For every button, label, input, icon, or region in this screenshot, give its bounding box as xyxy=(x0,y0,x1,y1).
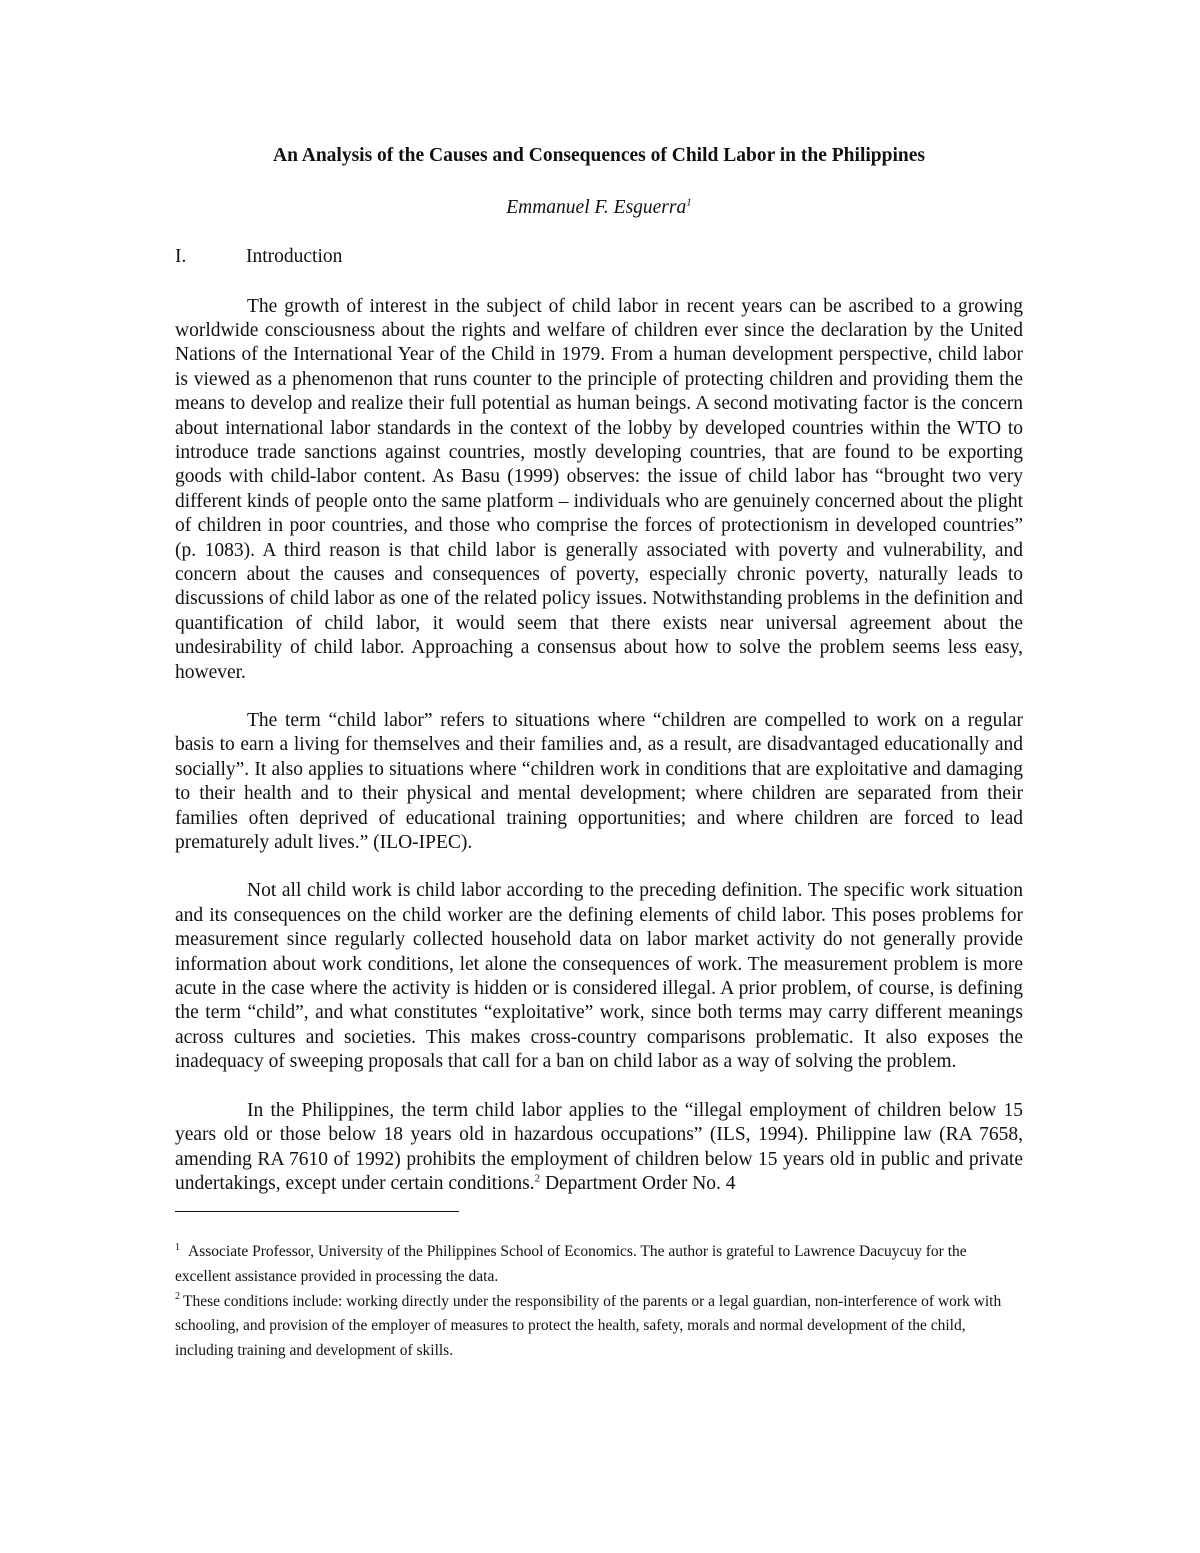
footnote-2-mark: 2 xyxy=(534,1172,541,1185)
footnote-separator xyxy=(175,1211,459,1212)
paragraph-1: The growth of interest in the subject of child labor in recent years can be ascribed to a growing worldwide consciousness about the rights and welfare of children ever since the declaration by the United Nations of the International Year of the Child in 1979. From a human development perspective, child labor is viewed as a phenomenon that runs counter to the principle of protecting children and providing them the means to develop and realize their full potential as human beings. A second motivating factor is the concern about international labor standards in the context of the lobby by developed countries within the WTO to introduce trade sanctions against countries, mostly developing countries, that are found to be exporting goods with child-labor content. As Basu (1999) observes: the issue of child labor has “brought two very different kinds of people onto the same platform – individuals who are genuinely concerned about the plight of children in poor countries, and those who comprise the forces of protectionism in developed countries” (p. 1083). A third reason is that child labor is generally associated with poverty and vulnerability, and concern about the causes and consequences of poverty, especially chronic poverty, naturally leads to discussions of child labor as one of the related policy issues. Notwithstanding problems in the definition and quantification of child labor, it would seem that there exists near universal agreement about the undesirability of child labor. Approaching a consensus about how to solve the problem seems less easy, however. xyxy=(175,295,1023,683)
footnote-1 xyxy=(175,1240,1023,1289)
footnotes xyxy=(175,1240,1023,1363)
footnote-1-text: Associate Professor, University of the Philippines School of Economics. The author is grateful to Lawrence Dacuycuy for the excellent assistance provided in processing the data. xyxy=(175,1243,967,1285)
paragraph-2: The term “child labor” refers to situations where “children are compelled to work on a regular basis to earn a living for themselves and their families and, as a result, are disadvantaged educationally and socially”. It also applies to situations where “children work in conditions that are exploitative and damaging to their health and to their physical and mental development; where children are separated from their families often deprived of educational training opportunities; and where children are forced to lead prematurely adult lives.” (ILO-IPEC). xyxy=(175,710,1023,854)
footnote-1-number: 1 xyxy=(175,1242,180,1254)
paragraph-4-continuation: Department Order No. 4 xyxy=(540,1172,736,1194)
author-name: Emmanuel F. Esguerra xyxy=(506,196,687,218)
footnote-2 xyxy=(175,1290,1023,1364)
section-number: I. xyxy=(175,246,187,267)
author-footnote-mark: 1 xyxy=(686,196,692,208)
footnote-2-text: These conditions include: working directly under the responsibility of the parents or a legal guardian, non-interference of work with schooling, and provision of the employer of measures to protect the health, safety, morals and normal development of the child, including training and development of skills. xyxy=(175,1292,1002,1359)
paragraph-4-text: In the Philippines, the term child labor applies to the “illegal employment of children below 15 years old or those below 18 years old in hazardous occupations” (ILS, 1994). Philippine law (RA 7658, amending RA 7610 of 1992) prohibits the employment of children below 15 years old in public and private undertakings, except under certain conditions. xyxy=(175,1099,1023,1194)
document-page xyxy=(175,140,1023,1363)
paragraph-4 xyxy=(175,1099,1023,1197)
paper-title: An Analysis of the Causes and Consequences of Child Labor in the Philippines xyxy=(273,145,925,166)
footnote-2-number: 2 xyxy=(175,1291,180,1303)
section-title: Introduction xyxy=(246,246,343,267)
section-heading xyxy=(175,247,1023,267)
author-line xyxy=(175,198,1023,218)
paragraph-3: Not all child work is child labor according to the preceding definition. The specific work situation and its consequences on the child worker are the defining elements of child labor. This poses problems for measurement since regularly collected household data on labor market activity do not generally provide information about work conditions, let alone the consequences of work. The measurement problem is more acute in the case where the activity is hidden or is considered illegal. A prior problem, of course, is defining the term “child”, and what constitutes “exploitative” work, since both terms may carry different meanings across cultures and societies. This makes cross-country comparisons problematic. It also exposes the inadequacy of sweeping proposals that call for a ban on child labor as a way of solving the problem. xyxy=(175,880,1023,1073)
